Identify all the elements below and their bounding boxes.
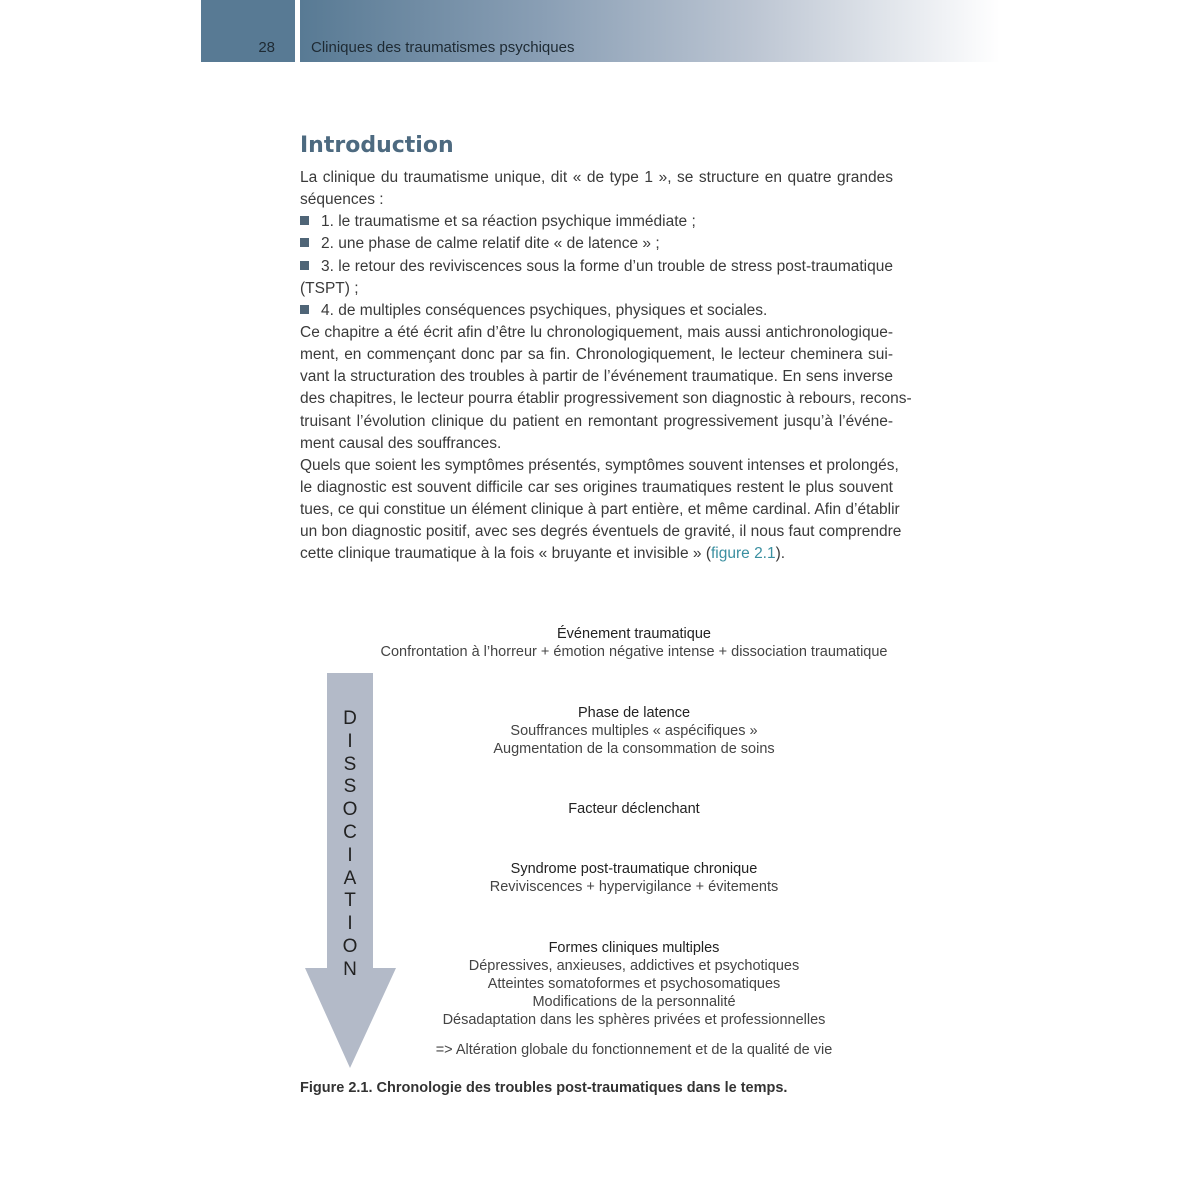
list-item-continuation: (TSPT) ; [300,279,359,297]
arrow-letter: T [344,890,356,912]
text-line: Quels que soient les symptômes présentés, symptômes souvent intenses et prolongés, [300,456,899,474]
block-heading: Syndrome post-traumatique chronique [510,861,758,877]
text-line: truisant l’évolution clinique du patient en remontant progressivement jusqu’à l’événe- [300,412,893,430]
block-heading: Événement traumatique [557,626,711,642]
text-line: vant la structuration des troubles à partir de l’événement traumatique. En sens inverse [300,368,893,386]
arrow-letter: N [343,958,357,980]
block-heading: Formes cliniques multiples [548,940,720,956]
arrow-letter: A [343,867,357,889]
text-line: cette clinique traumatique à la fois « bruyante et invisible » (figure 2.1). [300,545,786,563]
block-heading: Phase de latence [577,705,691,721]
block-line: Désadaptation dans les sphères privées et professionnelles [442,1012,826,1028]
bullet-icon [300,305,309,314]
bullet-icon [300,261,309,270]
arrow-letter: I [347,913,353,935]
body-text [300,167,912,566]
arrow-letter: S [343,753,357,775]
text-line: ment, en commençant donc par sa fin. Chronologiquement, le lecteur cheminera sui- [300,346,893,364]
figure-caption: Figure 2.1. Chronologie des troubles post-traumatiques dans le temps. [300,1080,788,1096]
running-title: Cliniques des traumatismes psychiques [311,39,575,56]
list-item: 4. de multiples conséquences psychiques, physiques et sociales. [300,300,893,322]
timeline-block [334,625,934,661]
arrow-letter: D [343,708,357,729]
text-line: des chapitres, le lecteur pourra établir progressivement son diagnostic à rebours, recons- [300,390,912,408]
text-line: ment causal des souffrances. [300,434,502,452]
section-title: Introduction [300,133,454,158]
arrow-letter: I [347,844,353,866]
text-line: séquences : [300,191,384,209]
text-line: tues, ce qui constitue un élément clinique à part entière, et même cardinal. Afin d’établir [300,501,900,519]
block-line: Souffrances multiples « aspécifiques » [510,723,758,739]
timeline-block [334,704,934,758]
list-item: 1. le traumatisme et sa réaction psychique immédiate ; [300,211,893,233]
bullet-icon [300,216,309,225]
page-number: 28 [258,39,275,56]
block-line: Confrontation à l’horreur + émotion négative intense + dissociation traumatique [380,644,888,660]
text-line: un bon diagnostic positif, avec ses degrés éventuels de gravité, il nous faut comprendre [300,523,902,541]
figure-2-1 [300,615,900,1085]
block-line: Reviviscences + hypervigilance + évitements [489,879,779,895]
arrow-letter: O [342,799,358,821]
timeline-block [334,860,934,896]
figure-conclusion: => Altération globale du fonctionnement et de la qualité de vie [435,1042,833,1058]
block-line: Modifications de la personnalité [532,994,736,1010]
text-line: le diagnostic est souvent difficile car ses origines traumatiques restent le plus souvent [300,478,893,496]
block-heading: Facteur déclenchant [568,801,700,817]
arrow-letter: C [343,821,357,843]
block-line: Atteintes somatoformes et psychosomatiques [487,976,781,992]
block-line: Dépressives, anxieuses, addictives et psychotiques [468,958,800,974]
block-line: Augmentation de la consommation de soins [493,741,775,757]
arrow-letter: S [343,776,357,798]
arrow-letter: I [347,730,353,752]
arrow-letter: O [342,935,358,957]
text-line: La clinique du traumatisme unique, dit « de type 1 », se structure en quatre grandes [300,169,893,186]
running-header [300,0,1000,62]
figure-link[interactable]: figure 2.1 [710,545,776,563]
list-item: 2. une phase de calme relatif dite « de latence » ; [300,233,893,255]
timeline-block [334,800,934,818]
timeline-block [334,939,934,1029]
list-item: 3. le retour des reviviscences sous la forme d’un trouble de stress post-traumatique [300,256,893,278]
text-line: Ce chapitre a été écrit afin d’être lu chronologiquement, mais aussi antichronologique- [300,323,893,341]
page-number-tab [201,0,295,62]
bullet-icon [300,238,309,247]
